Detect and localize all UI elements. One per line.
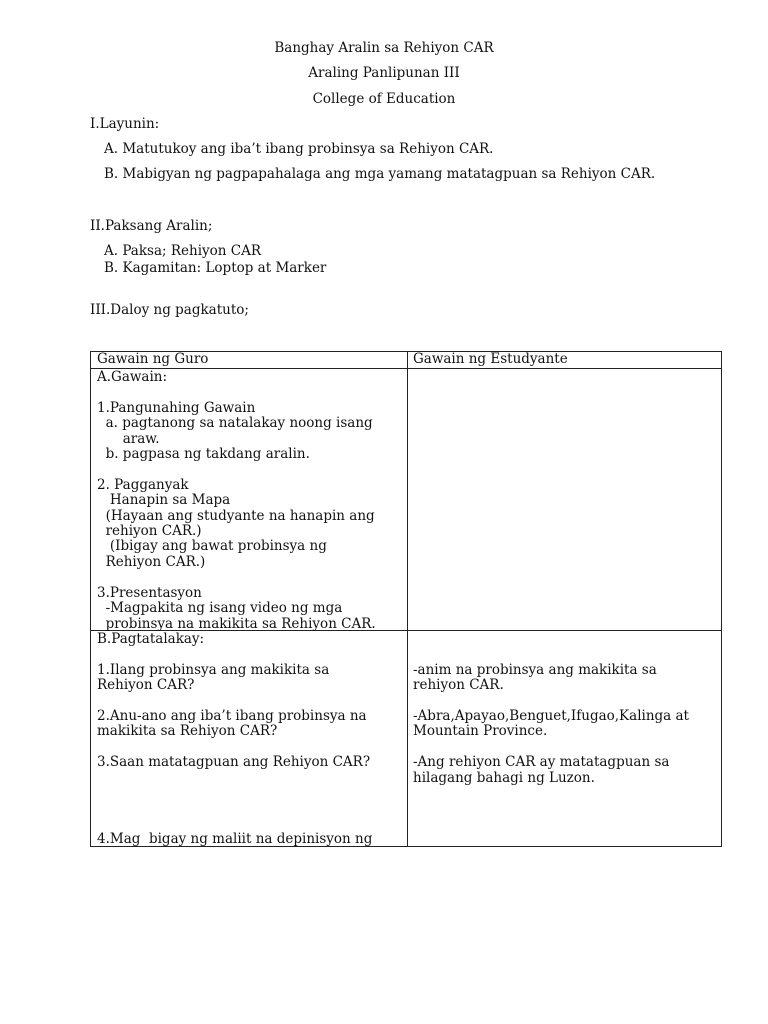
cell-line: araw.	[97, 430, 160, 447]
doc-title-3: College of Education	[312, 91, 456, 107]
cell-line: makikita sa Rehiyon CAR?	[97, 723, 278, 740]
cell-line: 1.Ilang probinsya ang makikita sa	[97, 661, 330, 678]
paksang-heading: II.Paksang Aralin;	[90, 218, 213, 234]
cell-line: Rehiyon CAR.)	[97, 553, 206, 570]
paksang-item-a: A. Paksa; Rehiyon CAR	[104, 243, 262, 259]
cell-line: B.Pagtatalakay:	[97, 631, 205, 647]
lesson-table	[90, 351, 722, 847]
cell-line: Hanapin sa Mapa	[97, 492, 231, 509]
table-header-divider	[91, 368, 721, 369]
cell-line	[97, 385, 376, 400]
cell-line: (Hayaan ang studyante na hanapin ang	[97, 507, 375, 524]
cell-line	[97, 801, 372, 816]
cell-line: 3.Saan matatagpuan ang Rehiyon CAR?	[97, 754, 371, 771]
cell-line: A.Gawain:	[97, 369, 168, 385]
cell-line: hilagang bahagi ng Luzon.	[413, 769, 595, 786]
cell-line: rehiyon CAR.	[413, 677, 504, 694]
cell-line	[97, 694, 372, 709]
cell-line	[413, 632, 689, 647]
cell-line: 3.Presentasyon	[97, 584, 202, 601]
table-header-guro: Gawain ng Guro	[97, 351, 209, 367]
cell-line: Rehiyon CAR?	[97, 677, 195, 694]
cell-line	[97, 740, 372, 755]
table-header-estudyante: Gawain ng Estudyante	[413, 351, 568, 367]
cell-line: -anim na probinsya ang makikita sa	[413, 661, 657, 678]
cell-line	[413, 647, 689, 662]
cell-line: b. pagpasa ng takdang aralin.	[97, 446, 310, 463]
paksang-item-b: B. Kagamitan: Loptop at Marker	[104, 260, 327, 276]
cell-line: rehiyon CAR.)	[97, 523, 202, 540]
cell-line: 4.Mag bigay ng maliit na depinisyon ng	[97, 831, 373, 848]
table-column-divider	[407, 352, 408, 846]
cell-line	[413, 740, 689, 755]
cell-line	[97, 570, 376, 585]
doc-title-2: Araling Panlipunan III	[308, 65, 460, 81]
row1-guro-cell	[97, 370, 376, 632]
cell-line: Mountain Province.	[413, 723, 548, 740]
cell-line: a. pagtanong sa natalakay noong isang	[97, 415, 373, 432]
doc-title-1: Banghay Aralin sa Rehiyon CAR	[274, 40, 494, 56]
cell-line	[97, 771, 372, 786]
row2-estudyante-cell	[413, 632, 689, 786]
layunin-heading: I.Layunin:	[90, 116, 160, 132]
cell-line	[97, 786, 372, 801]
cell-line	[97, 817, 372, 832]
cell-line: -Abra,Apayao,Benguet,Ifugao,Kalinga at	[413, 708, 689, 725]
layunin-item-b: B. Mabigyan ng pagpapahalaga ang mga yamang matatagpuan sa Rehiyon CAR.	[104, 166, 656, 182]
cell-line: -Ang rehiyon CAR ay matatagpuan sa	[413, 754, 670, 771]
cell-line	[97, 462, 376, 477]
row2-guro-cell	[97, 632, 372, 848]
cell-line: 2. Pagganyak	[97, 476, 189, 493]
cell-line: 1.Pangunahing Gawain	[97, 399, 256, 416]
layunin-item-a: A. Matutukoy ang iba’t ibang probinsya sa Rehiyon CAR.	[104, 141, 494, 157]
cell-line	[413, 694, 689, 709]
cell-line: 2.Anu-ano ang iba’t ibang probinsya na	[97, 708, 367, 725]
cell-line	[97, 647, 372, 662]
cell-line: -Magpakita ng isang video ng mga	[97, 600, 343, 617]
cell-line: probinsya na makikita sa Rehiyon CAR.	[97, 615, 376, 632]
daloy-heading: III.Daloy ng pagkatuto;	[90, 302, 249, 318]
cell-line: (Ibigay ang bawat probinsya ng	[97, 538, 327, 555]
